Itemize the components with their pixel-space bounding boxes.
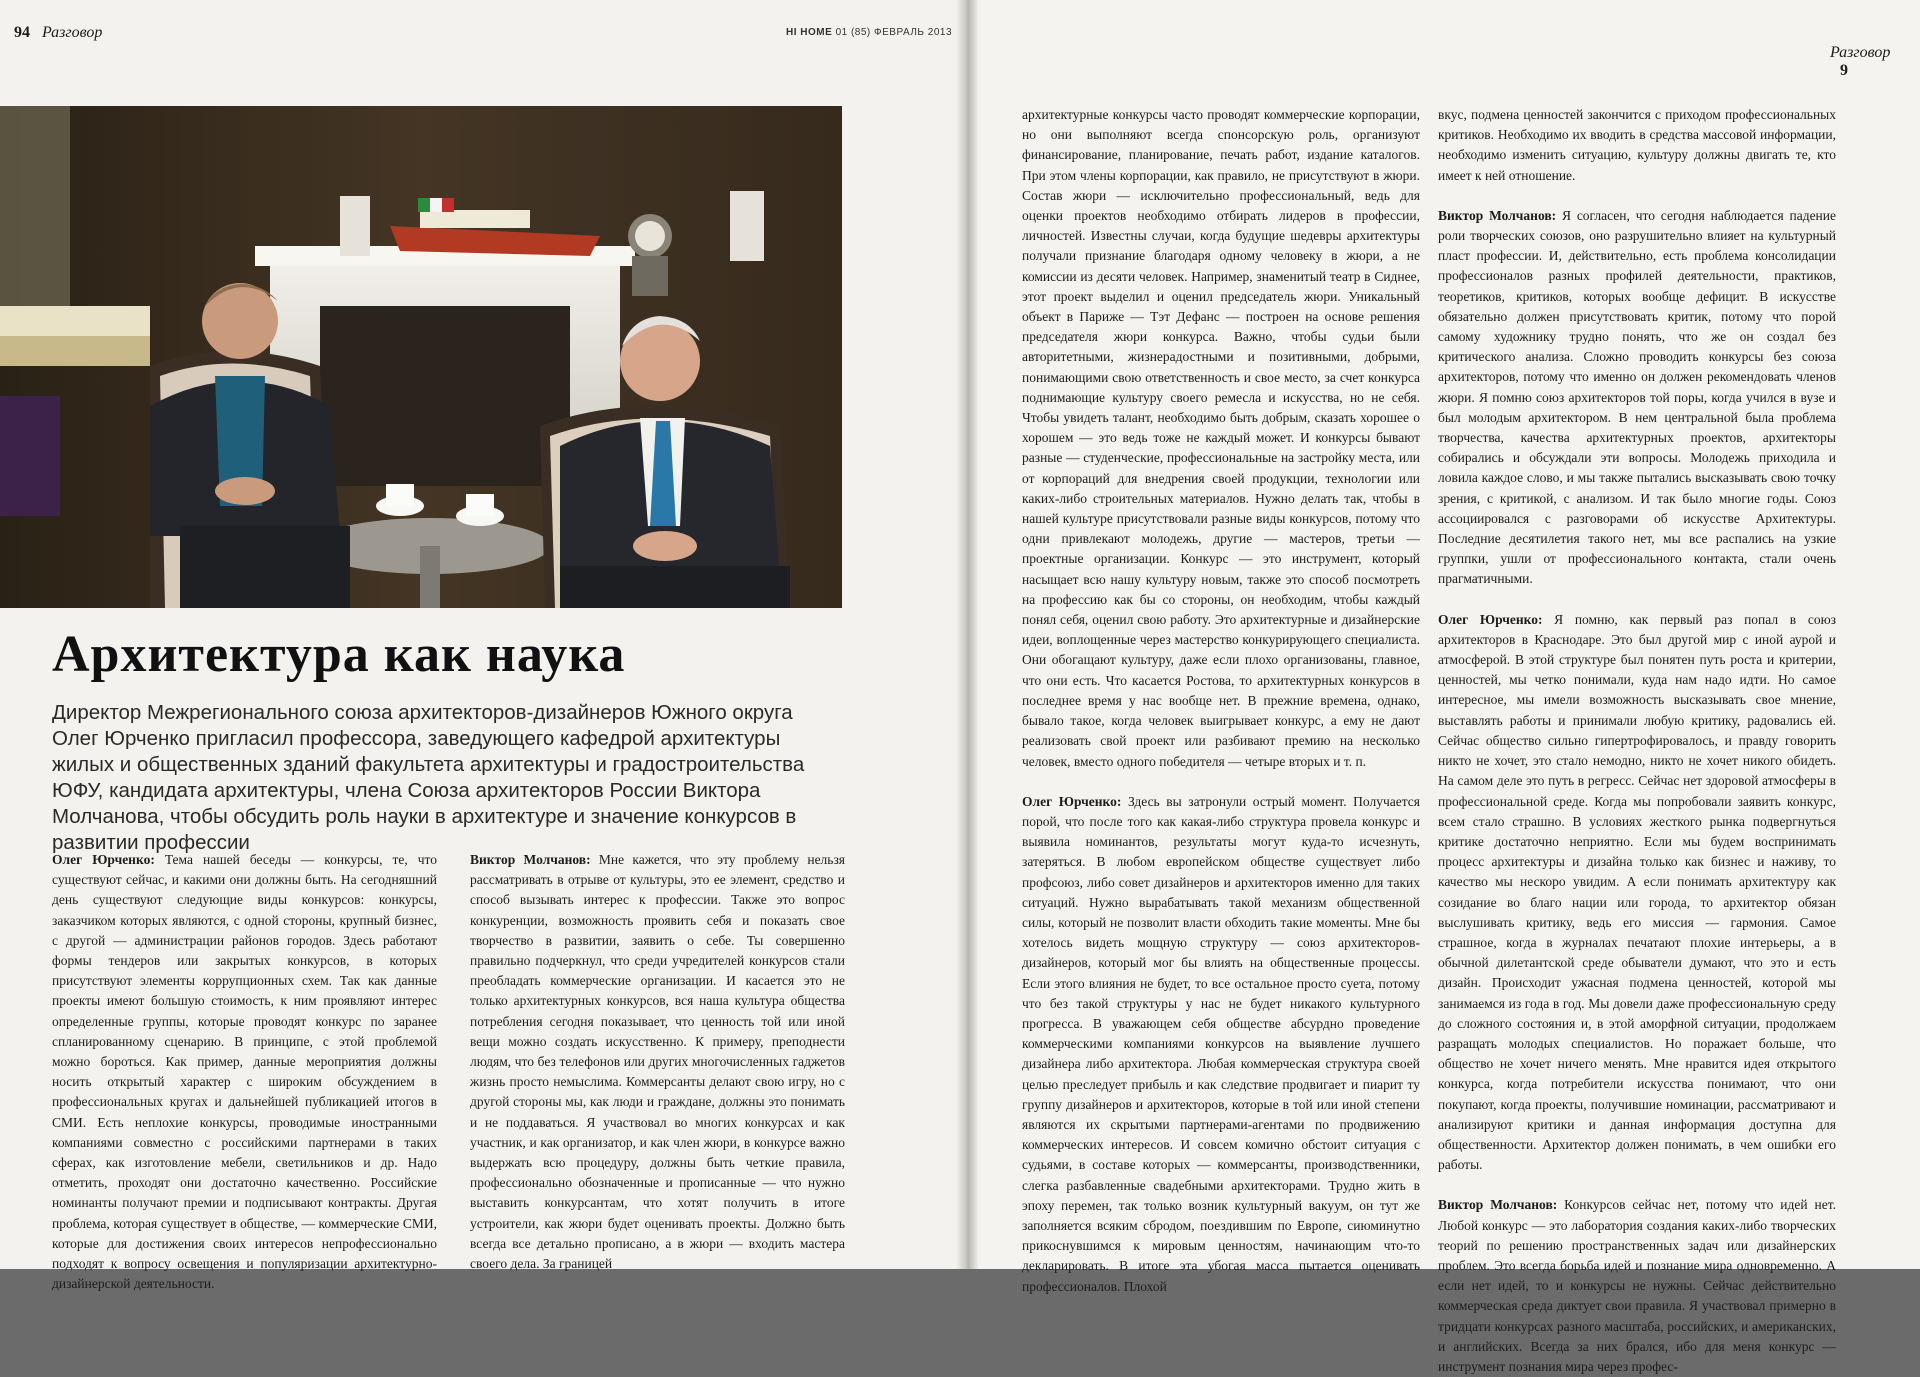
speaker-name: Олег Юрченко: — [1438, 611, 1543, 627]
paragraph — [1438, 105, 1836, 186]
paragraph — [52, 850, 437, 1294]
issue-info: 01 (85) ФЕВРАЛЬ 2013 — [835, 27, 953, 38]
text-column-1 — [52, 850, 437, 1294]
photo-illustration — [0, 106, 842, 608]
paragraph-text: Тема нашей беседы — конкурсы, те, что существуют сейчас, и какими они должны быть. На сегодняшний день существуют следующие виды конкурсов: конкурсы, заказчиком которых являются, с одной стороны, крупный бизнес, с другой — администрации районов городов. Здесь работают формы тендеров или закрытых конкурсов, в которых присутствуют элементы коррупционных схем. Так как данные проекты имеют большую стоимость, к ним проявляют интерес определенные группы, которые проводят конкурс по заранее спланированному сценарию. В принципе, с этой проблемой можно бороться. Как пример, данные мероприятия должны носить открытый характер с широким обсуждением в профессиональных кругах и дальнейшей публикацией итогов в СМИ. Есть неплохие конкурсы, проводимые иностранными компаниями совместно с российскими партнерами в таких сферах, как изготовление мебели, светильников и др. Надо отметить, проходят они достаточно качественно. Российские номинанты получают премии и подписывают контракты. Другая проблема, которая существует в обществе, — коммерческие СМИ, которые для достижения своих интересов непрофессионально подходят к вопросу освещения и популяризации архитектурно-дизайнерской деятельности. — [52, 852, 437, 1292]
paragraph — [1438, 1195, 1836, 1377]
paragraph-text: Я помню, как первый раз попал в союз архитекторов в Краснодаре. Это был другой мир с иной аурой и атмосферой. В этой структуре был понятен путь роста и критерии, ценностей, мы четко понимали, куда нам надо идти. Но самое интересное, мы имели возможность высказывать свое мнение, выставлять работы и принимали любую критику, радовались ей. Сейчас общество сильно гипертрофировалось, и правду говорить никто не хочет, это стало немодно, никто не хочет никого обидеть. На самом деле это путь в регресс. Сейчас нет здоровой атмосферы в профессиональной среде. Когда мы попробовали заявить конкурс, всем стало страшно. В условиях жесткого рынка подвергнуться критике достаточно неприятно. Если мы будем воспринимать процесс архитектуры и дизайна только как бизнес и наживу, то качество мы нескоро увидим. А если понимать архитектуру как созидание во благо нации или города, то архитектор обязан выслушивать критику, ведь его миссия — гармония. Самое страшное, когда в журналах печатают плохие интерьеры, а в обычной дилетантской среде обыватели думают, что это и есть дизайн. Происходит ужасная подмена ценностей, которой мы занимаемся из года в год. Мы довели даже профессиональную среду до сложного состояния и, в этой аморфной ситуации, продолжаем разращать молодых специалистов. Но поражает больше, что общество не хочет ничего менять. Мне нравится идея открытого конкурса, когда потребители искусства понимают, что они покупают, когда проекты, получившие номинации, рассматривают и анализируют критики и данная информация доступна для общественности. Архитектор должен понимать, в чем ошибки его работы. — [1438, 611, 1836, 1173]
right-folio — [1830, 44, 1920, 80]
paragraph-text: Конкурсов сейчас нет, потому что идей нет. Любой конкурс — это лаборатория создания каких-либо творческих теорий по решению пространственных задач или дизайнерских проблем. Это всегда борьба идей и познание мира одновременно. А если нет идей, то и конкурсы не нужны. Сейчас действительно коммерческая среда диктует свои правила. Я участвовал примерно в тридцати конкурсах разного масштаба, российских, и американских, и английских. Всегда за них брался, ибо для меня конкурс — инструмент познания мира через профес- — [1438, 1197, 1836, 1374]
spine-gutter — [956, 0, 978, 1269]
interview-photo — [0, 106, 842, 608]
article-headline: Архитектура как наука — [52, 626, 626, 683]
paragraph — [470, 850, 845, 1274]
right-page — [970, 0, 1920, 1374]
speaker-name: Олег Юрченко: — [1022, 793, 1122, 809]
text-column-4 — [1438, 105, 1836, 1377]
paragraph — [1438, 610, 1836, 1176]
page-number: 9 — [1840, 62, 1848, 79]
paragraph-text: Я согласен, что сегодня наблюдается падение роли творческих союзов, оно разрушительно влияет на культурный пласт профессии. И, действительно, есть проблема консолидации профессионалов разных профилей деятельности, практиков, теоретиков, критиков, которых вообще дефицит. В искусстве обязательно должен присутствовать критик, потому что порой самому художнику трудно понять, что же он создал без критического анализа. Сложно проводить конкурсы без союза архитекторов, потому что именно он должен рекомендовать членов жюри. Я помню союз архитекторов той поры, когда учился в вузе и был молодым архитектором. В нем центральной была проблема творчества, качества архитектурных проектов, архитекторы собирались и обсуждали эти вопросы. Молодежь приходила и ловила каждое слово, и мы также пытались высказывать свою точку зрения, с критикой, с анализом. И так было многие годы. Союз ассоциировался с разговорами об искусстве Архитектуры. Последние десятилетия такого нет, мы все распались на узкие группки, ушли от профессионального контакта, стали очень прагматичными. — [1438, 207, 1836, 587]
paragraph-text: архитектурные конкурсы часто проводят коммерческие корпорации, но они выполняют всегда спонсорскую роль, организуют финансирование, планирование, печать работ, издание каталогов. При этом члены корпорации, как правило, не присутствуют в жюри. Состав жюри — исключительно профессиональный, ведь для оценки проектов необходимо отбирать лидеров в профессии, личностей. Известны случаи, когда будущие шедевры архитектуры получали признание благодаря одному человеку в жюри, а не комиссии из десяти человек. Например, знаменитый театр в Сиднее, этот проект выделил и оценил председатель жюри. Уникальный объект в Париже — Тэт Дефанс — построен на основе решения председателя жюри конкурса. Важно, чтобы судьи были авторитетными, жизнерадостными и позитивными, добрыми, понимающими свою ответственность и свое место, за счет конкурса поднимающие культуру своего ремесла и искусства, но не себя. Чтобы увидеть талант, необходимо быть добрым, сказать хорошее о хорошем — это ведь тоже не каждый может. И конкурсы бывают разные — студенческие, профессиональные на застройку места, или от корпораций для внедрения своей продукции, технологии или каких-либо строительных материалов. Нужно делать так, чтобы в нашей культуре присутствовали разные виды конкурсов, потому что одни привлекают молодежь, другие — мастеров, третьи — проектные организации. Конкурс — это инструмент, который насыщает всю нашу культуру новым, также это способ посмотреть на профессию как бы со стороны, он необходим, чтобы каждый понял себя, оценил свою работу. Это архитектурные и дизайнерские идеи, воплощенные через мастерство конкурирующего специалиста. Они обогащают культуру, даже если плохо организованы, главное, что они есть. Что касается Ростова, то архитектурных конкурсов в последнее время у нас вообще нет. В прежние времена, однако, бывало такое, когда человек выигрывает конкурс, а ему не дают реализовать свой проект или разбивают премию на несколько человек, вместо одного победителя — четыре вторых и т. п. — [1022, 107, 1420, 769]
magazine-brand: HI HOME — [786, 27, 833, 38]
paragraph-text: вкус, подмена ценностей закончится с приходом профессиональных критиков. Необходимо их вводить в средства массовой информации, необходимо изменить ситуацию, культуру должны двигать те, кто имеет к ней отношение. — [1438, 107, 1836, 183]
paragraph-text: Мне кажется, что эту проблему нельзя рассматривать в отрыве от культуры, это ее элемент, средство и способ вызывать интерес к профессии. Также это вопрос конкуренции, возможность проявить себя и показать свое творчество в развитии, заявить о себе. Ты совершенно правильно подчеркнул, что среди учредителей конкурсов стали преобладать коммерческие организации. И касается это не только архитектурных конкурсов, вся наша культура общества потребления сегодня показывает, что ценность той или иной вещи можно создать искусственно. К примеру, преподнести людям, что без телефонов или других многочисленных гаджетов жизнь просто немыслима. Коммерсанты делают свою игру, но с другой стороны мы, как люди и граждане, должны это понимать и не поддаваться. Я участвовал во многих конкурсах и как участник, и как организатор, и как член жюри, в конкурсе важно выдержать всю процедуру, должны быть четкие правила, профессионально обозначенные и прописанные — что нужно выставить конкурсантам, что хотят получить в итоге устроители, как жюри будет оценивать проекты. Должно быть всегда все детально прописано, а в жюри — входить мастера своего дела. За границей — [470, 852, 845, 1272]
speaker-name: Виктор Молчанов: — [1438, 1197, 1558, 1213]
paragraph — [1022, 105, 1420, 772]
section-label: Разговор — [1830, 44, 1891, 61]
text-column-2 — [470, 850, 845, 1274]
paragraph — [1022, 792, 1420, 1297]
speaker-name: Виктор Молчанов: — [470, 852, 591, 867]
running-head — [786, 27, 952, 38]
left-folio — [14, 24, 102, 42]
page-number: 94 — [14, 24, 30, 41]
left-page — [0, 0, 966, 1292]
speaker-name: Олег Юрченко: — [52, 852, 155, 867]
text-column-3 — [1022, 105, 1420, 1297]
article-lead: Директор Межрегионального союза архитекторов-дизайнеров Южного округа Олег Юрченко пригласил профессора, заведующего кафедрой архитектуры жилых и общественных зданий факультета архитектуры и градостроительства ЮФУ, кандидата архитектуры, члена Союза архитекторов России Виктора Молчанова, чтобы обсудить роль науки в архитектуре и значение конкурсов в развитии профессии — [52, 701, 805, 854]
paragraph-text: Здесь вы затронули острый момент. Получается порой, что после того как какая-либо структура провела конкурс и выявила номинантов, результаты могут куда-то исчезнуть, затеряться. В любом европейском обществе существует либо профсоюз, либо совет дизайнеров и архитекторов именно для таких ситуаций. Нужно вырабатывать такой механизм общественной силы, который не позволит власти обходить такие моменты. Мне бы хотелось видеть мощную структуру — союз архитекторов-дизайнеров, который мог бы влиять на общественные процессы. Если этого влияния не будет, то все остальное просто суета, потому что без такой структуры у нас не будет никакого культурного прогресса. В уважающем себя обществе абсурдно проведение коммерческими компаниями конкурсов на выявление лучшего дизайнера либо архитектора. Любая коммерческая структура своей целью преследует прибыль и как следствие продвигает и пиарит ту группу дизайнеров и архитекторов, которые в той или иной степени являются их скрытыми партнерами-агентами по продвижению коммерческих интересов. И совсем комично обстоит ситуация с судьями, в составе которых — коммерсанты, производственники, слегка разбавленные свадебными архитекторами. Трудно жить в эпоху перемен, так только возник культурный вакуум, он тут же заполняется всяким сбродом, поездившим по Европе, сиюминутно прикоснувшимся к мировым ценностям, начинающим что-то декларировать. В итоге эта убогая масса пытается оценивать профессионалов. Плохой — [1022, 793, 1420, 1294]
speaker-name: Виктор Молчанов: — [1438, 207, 1557, 223]
section-label: Разговор — [42, 24, 103, 41]
paragraph — [1438, 206, 1836, 590]
